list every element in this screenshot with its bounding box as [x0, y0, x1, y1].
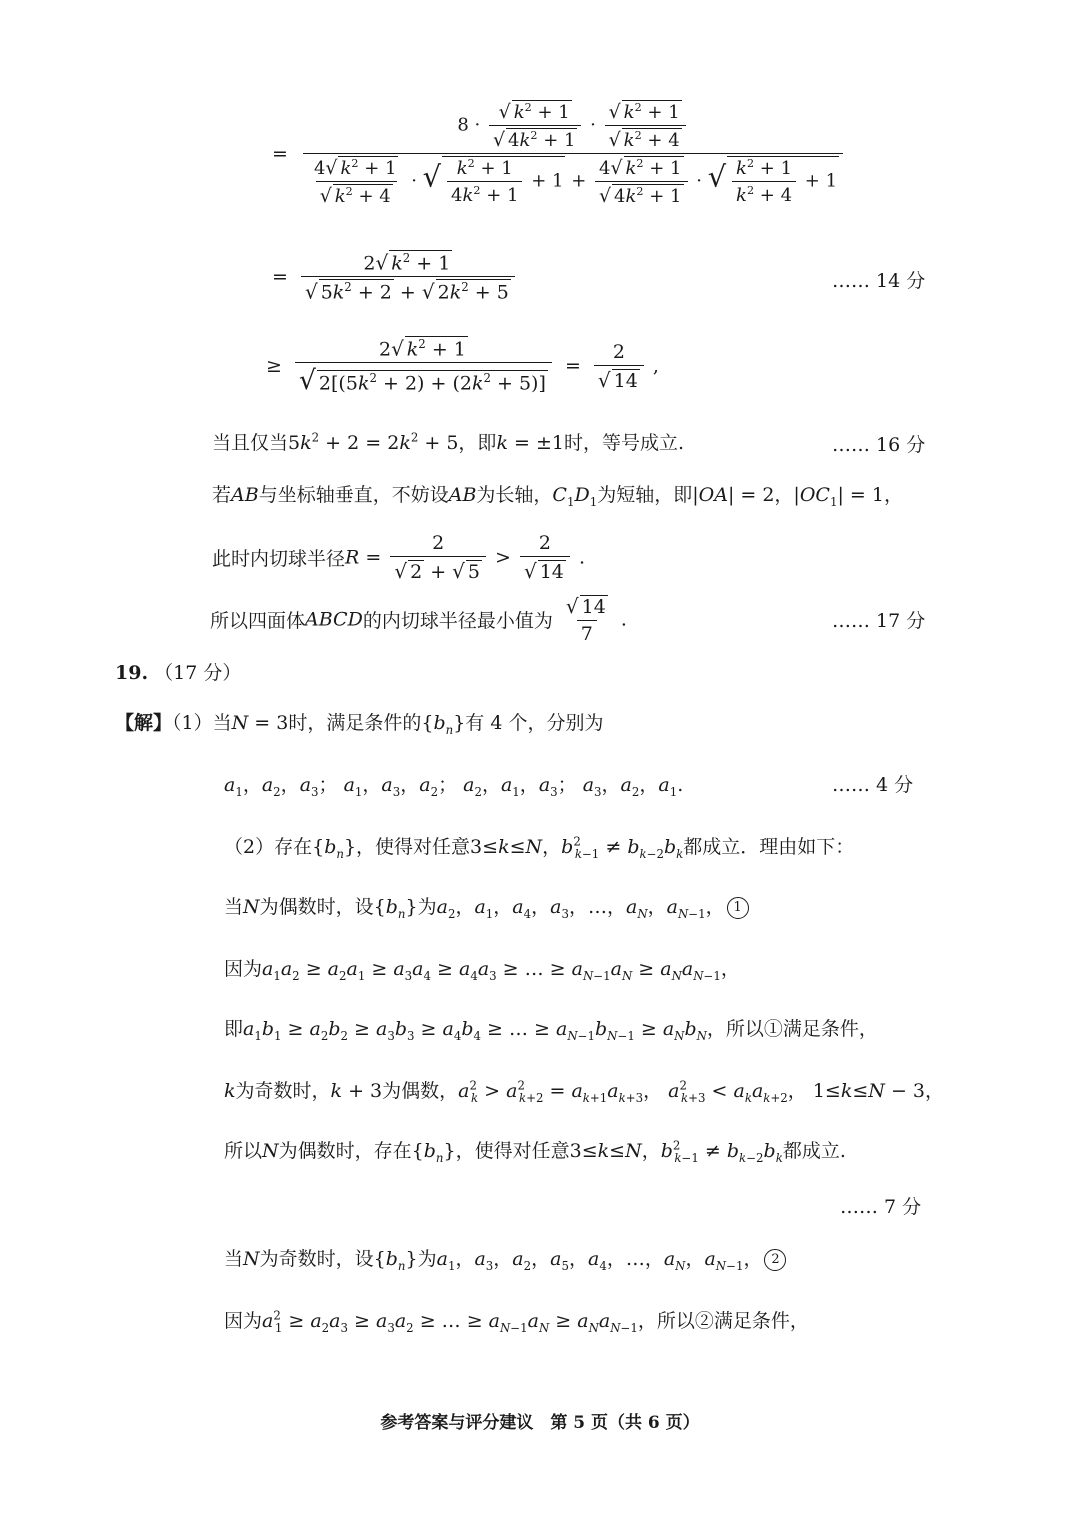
page-footer: 参考答案与评分建议 第 5 页（共 6 页） — [380, 1413, 700, 1433]
question-19-header: 19. （17 分） — [115, 662, 242, 684]
even-case-ie: 即$a_1b_1 \ge a_2b_2 \ge a_3b_3 \ge a_4b_4$ ≥ … ≥ $a_{N-1}b_{N-1} \ge a_Nb_N$，所以①满足条件， — [224, 1018, 878, 1043]
radius-line: 此时内切球半径R = $\frac{2}{√ 2 + √ 5}$ > $\frac{2}{√ 14}$ . — [212, 532, 585, 583]
equality-condition: 当且仅当$5k^2 + 2 = 2k^2 + 5$，即k = ±1时，等号成立. — [212, 430, 685, 454]
minimum-conclusion: 所以四面体ABCD的内切球半径最小值为 $\frac{√ 14}{7}$ . — [210, 594, 627, 645]
score-7: …… 7 分 — [840, 1196, 922, 1218]
inequality-line: ≥ $\frac{2√ k^2 + 1}{√ 2[(5k^2 + 2) + (2k^2 + 5)]}$ = $\frac{2}{√ 14}$ , — [266, 336, 659, 397]
perpendicular-case: 若AB与坐标轴垂直，不妨设AB为长轴，$C_1D_1$为短轴，即|OA| = 2，$|OC_1| = 1$， — [212, 484, 903, 509]
part-1-sequences: $a_1$，$a_2$，$a_3$； $a_1$，$a_3$，$a_2$； $a_2$，$a_1$，$a_3$； $a_3$，$a_2$，$a_1$. — [224, 774, 684, 799]
equation-14: = $\frac{2√ k^2 + 1}{√ 5k^2 + 2 + √ 2k^2 + 5}$ — [272, 250, 518, 304]
even-case-because: 因为$a_1a_2 \ge a_2a_1 \ge a_3a_4 \ge a_4a_3$ ≥ … ≥ $a_{N-1}a_N \ge a_Na_{N-1}$， — [224, 958, 740, 983]
even-case-def: 当N为偶数时，设$\{b_n\}$为$a_2$，$a_1$，$a_4$，$a_3$，…，$a_N$，$a_{N-1}$， 1 — [224, 892, 751, 921]
score-4: …… 4 分 — [832, 774, 914, 796]
k-odd-line: k为奇数时，k + 3为偶数，$a^2_k > a^2_{k+2} = a_{k+1}a_{k+3}$， $a^2_{k+3} < a_ka_{k+2}$， 1≤k≤N − 3， — [224, 1078, 944, 1105]
part-1-intro: 【解】（1）当N = 3时，满足条件的$\{b_n\}$有 4 个，分别为 — [115, 712, 604, 737]
part-2-intro: （2）存在$\{b_n\}$，使得对任意3≤k≤N，$b^2_{k-1} \ne b_{k-2}b_k$都成立．理由如下： — [224, 834, 855, 861]
score-14: …… 14 分 — [832, 270, 926, 292]
even-case-conclusion: 所以N为偶数时，存在$\{b_n\}$，使得对任意3≤k≤N，$b^2_{k-1} \ne b_{k-2}b_k$都成立. — [224, 1138, 846, 1165]
odd-case-def: 当N为奇数时，设$\{b_n\}$为$a_1$，$a_3$，$a_2$，$a_5$，$a_4$，…，$a_N$，$a_{N-1}$， 2 — [224, 1244, 788, 1273]
score-17: …… 17 分 — [832, 610, 926, 632]
equation-big-fraction: = 8 · $\frac{√ k^2 + 1}{√ 4k^2 + 1}$ · $\frac{√ k^2 + 1}{√ k^2 + 4}$ $\frac{4√ k^2 + 1}{√ k^2 + 4}$ · √ $\frac{k^2 + 1}{4k^2 + 1}$ + 1 + $\frac{4√ k^2 + 1}{√ 4k^2 + 1}$ · √ $\frac{k^2 + 1}{k^2 + 4}$ + 1 — [272, 100, 846, 207]
score-16: …… 16 分 — [832, 434, 926, 456]
odd-case-because: 因为$a^2_1 \ge a_2a_3 \ge a_3a_2$ ≥ … ≥ $a_{N-1}a_N \ge a_Na_{N-1}$，所以②满足条件， — [224, 1308, 809, 1335]
